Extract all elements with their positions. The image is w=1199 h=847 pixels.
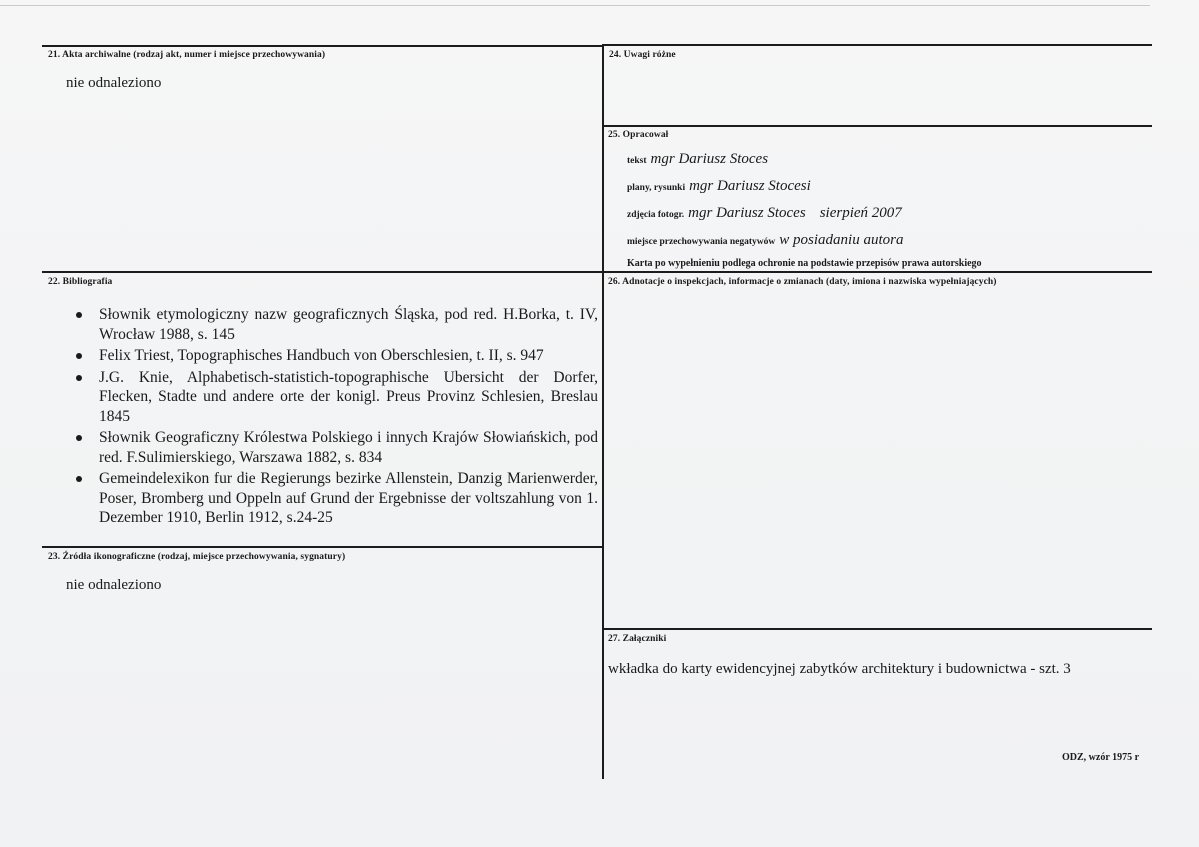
author-plans-row [627,177,811,195]
rule-top-right [603,44,1152,46]
author-photos-date: sierpień 2007 [819,205,902,221]
negatives-location-value: w posiadaniu autora [779,232,904,248]
bibliography-item: Słownik Geograficzny Królestwa Polskiego i innych Krajów Słowiańskich, pod red. F.Sulimierskiego, Warszawa 1882, s. 834 [72,428,598,467]
bibliography-item: J.G. Knie, Alphabetisch-statistich-topographische Ubersicht der Dorfer, Flecken, Stadte und andere orte der konigl. Preus Provinz Schlesien, Breslau 1845 [72,368,598,427]
section-25-label: 25. Opracował [608,130,669,140]
negatives-location-label: miejsce przechowywania negatywów [627,237,776,247]
author-photos-row [627,204,902,222]
author-text-row [627,150,768,168]
section-27-label: 27. Załączniki [608,634,667,644]
section-24-label: 24. Uwagi różne [609,50,676,60]
section-21-value: nie odnaleziono [66,75,162,91]
author-photos-value: mgr Dariusz Stoces [688,205,806,221]
bibliography-item: Słownik etymologiczny nazw geograficznych Śląska, pod red. H.Borka, t. IV, Wrocław 1988, s. 145 [72,305,598,344]
author-plans-value: mgr Dariusz Stocesi [689,178,811,194]
section-23-label: 23. Źródła ikonograficzne (rodzaj, miejsce przechowywania, sygnatury) [48,552,346,562]
top-edge-line [0,5,1150,6]
section-27-value: wkładka do karty ewidencyjnej zabytków architektury i budownictwa - szt. 3 [608,661,1071,677]
rule-top-left [42,45,604,47]
author-photos-label: zdjęcia fotogr. [627,210,685,220]
bibliography-item: Felix Triest, Topographisches Handbuch von Oberschlesien, t. II, s. 947 [72,346,598,366]
section-22-label: 22. Bibliografia [48,277,113,287]
negatives-location-row [627,231,903,249]
section-21-label: 21. Akta archiwalne (rodzaj akt, numer i miejsce przechowywania) [48,50,326,60]
rule-section-25 [603,125,1152,127]
section-23-value: nie odnaleziono [66,577,162,593]
bibliography-item: Gemeindelexikon fur die Regierungs bezirke Allenstein, Danzig Marienwerder, Poser, Bromberg und Oppeln auf Grund der Ergebnisse der voltszahlung von 1. Dezember 1910, Berlin 1912, s.24-25 [72,469,598,528]
author-plans-label: plany, rysunki [627,183,686,193]
section-26-label: 26. Adnotacje o inspekcjach, informacje o zmianach (daty, imiona i nazwiska wypełniających) [608,277,997,287]
rule-middle-full [42,271,1152,273]
rule-section-27 [603,628,1152,630]
rule-section-23 [42,546,604,548]
center-divider [602,44,604,779]
form-identifier: ODZ, wzór 1975 r [1062,752,1140,763]
copyright-note: Karta po wypełnieniu podlega ochronie na podstawie przepisów prawa autorskiego [627,258,982,269]
author-text-label: tekst [627,156,647,166]
author-text-value: mgr Dariusz Stoces [650,151,769,167]
bibliography-list [72,305,598,530]
